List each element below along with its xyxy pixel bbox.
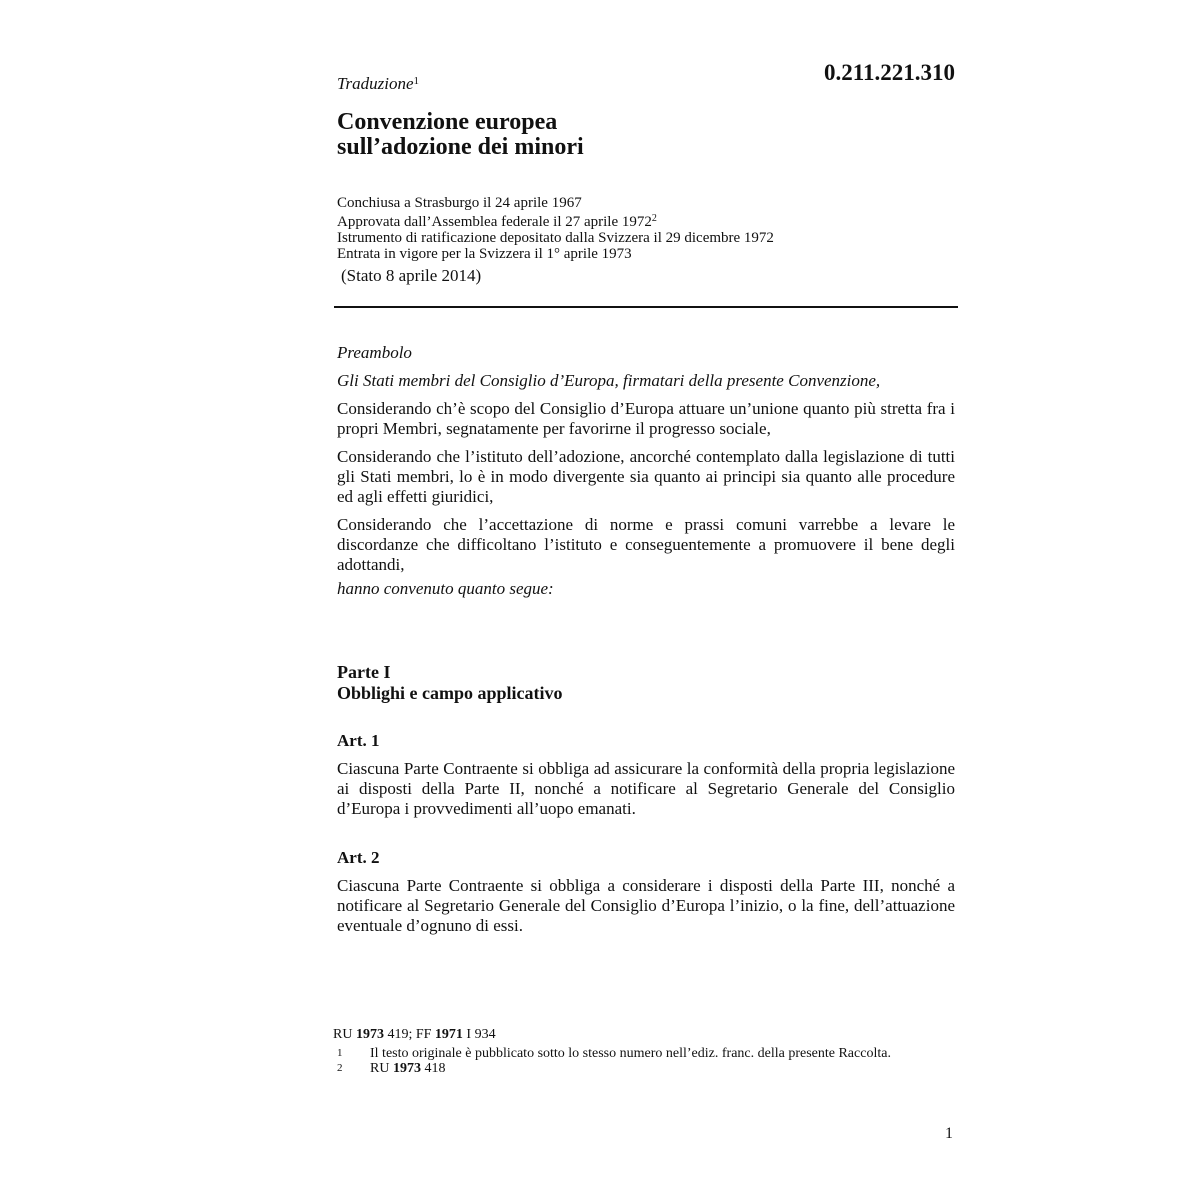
preamble-closing: hanno convenuto quanto segue: (337, 579, 554, 598)
document-number: 0.211.221.310 (824, 60, 955, 85)
footnote-2-number: 2 (337, 1062, 343, 1074)
publication-reference (333, 1027, 933, 1042)
part-1-heading (337, 662, 563, 704)
footnote-1-number: 1 (337, 1047, 343, 1059)
translation-label (337, 74, 419, 94)
footnote-1-text: Il testo originale è pubblicato sotto lo stesso numero nell’ediz. franc. della presente Raccolta. (370, 1046, 891, 1061)
meta-approved-text: Approvata dall’Assemblea federale il 27 aprile 1972 (337, 214, 652, 230)
status-date: (Stato 8 aprile 2014) (341, 266, 482, 285)
footnote-ref-2[interactable]: 2 (651, 213, 657, 224)
ref-ru-prefix: RU (333, 1027, 356, 1042)
header-divider (334, 306, 958, 308)
footnotes (333, 1027, 933, 1076)
part-1-label: Parte I (337, 662, 391, 682)
document-metadata (337, 195, 774, 262)
meta-approved (337, 211, 774, 230)
footnote-2-page: 418 (420, 1061, 446, 1076)
preamble-paragraph-1: Considerando ch’è scopo del Consiglio d’Europa attuare un’unione quanto più stretta fra i propri Membri, segnatamente per favorirne il progresso sociale, (337, 399, 955, 438)
article-1-text: Ciascuna Parte Contraente si obbliga ad assicurare la conformità della propria legislazione ai disposti della Parte II, nonché a notificare al Segretario Generale del Consiglio d’Europa i provvedimenti all’uopo emanati. (337, 759, 955, 818)
footnote-2-year: 1973 (392, 1061, 421, 1076)
article-2 (337, 848, 955, 936)
title-line-1: Convenzione europea (337, 109, 558, 135)
preamble-heading: Preambolo (337, 343, 412, 362)
meta-entry-into-force: Entrata in vigore per la Svizzera il 1° aprile 1973 (337, 246, 632, 262)
title-line-2: sull’adozione dei minori (337, 134, 584, 160)
translation-label-text: Traduzione (337, 74, 414, 93)
article-1-heading: Art. 1 (337, 731, 380, 750)
footnote-2-text (370, 1061, 933, 1076)
article-1 (337, 731, 955, 819)
preamble-section (337, 343, 955, 607)
preamble-paragraph-3: Considerando che l’accettazione di norme e prassi comuni varrebbe a levare le discordanze che difficoltano l’istituto e conseguentemente a promuovere il bene degli adottandi, (337, 515, 955, 574)
footnote-1 (333, 1046, 933, 1061)
article-2-text: Ciascuna Parte Contraente si obbliga a considerare i disposti della Parte III, nonché a notificare al Segretario Generale del Consiglio d’Europa l’inizio, o la fine, dell’attuazione eventuale d’ognuno di essi. (337, 876, 955, 935)
ref-ff-page: I 934 (462, 1027, 496, 1042)
part-1-title: Obblighi e campo applicativo (337, 683, 563, 703)
preamble-paragraph-2: Considerando che l’istituto dell’adozione, ancorché contemplato dalla legislazione di tutti gli Stati membri, lo è in modo divergente sia quanto ai principi sia quanto alle procedure ed agli effetti giuridici, (337, 447, 955, 506)
article-2-heading: Art. 2 (337, 848, 380, 867)
meta-ratification: Istrumento di ratificazione depositato dalla Svizzera il 29 dicembre 1972 (337, 230, 774, 246)
footnote-2 (333, 1061, 933, 1076)
document-title (337, 110, 584, 160)
footnote-2-prefix: RU (370, 1061, 393, 1076)
page-number: 1 (945, 1125, 953, 1142)
ref-ru-year: 1973 (355, 1027, 384, 1042)
ref-ru-page: 419; FF (383, 1027, 435, 1042)
footnote-ref-1[interactable]: 1 (413, 75, 420, 87)
preamble-intro: Gli Stati membri del Consiglio d’Europa, firmatari della presente Convenzione, (337, 371, 881, 390)
meta-concluded: Conchiusa a Strasburgo il 24 aprile 1967 (337, 195, 582, 211)
ref-ff-year: 1971 (434, 1027, 463, 1042)
